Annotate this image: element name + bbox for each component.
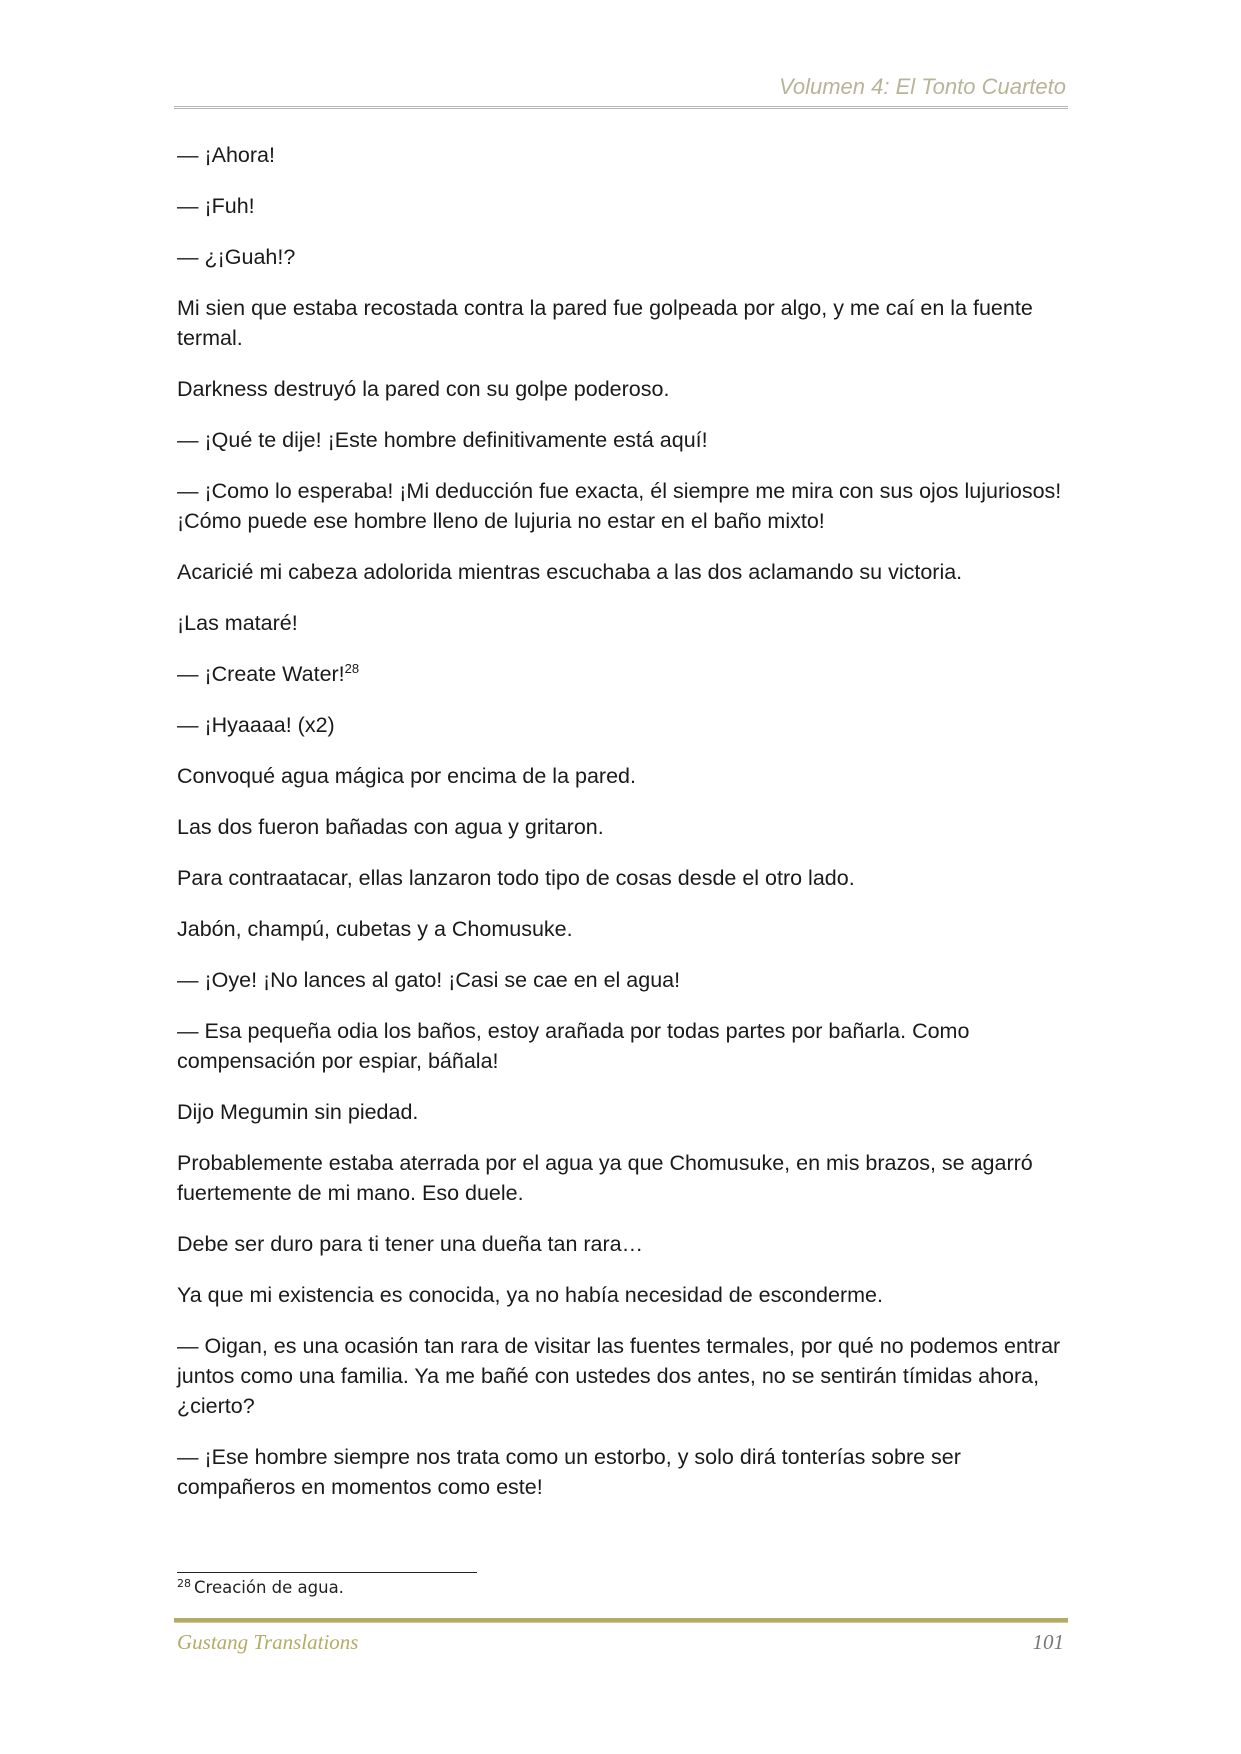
running-title: Volumen 4: El Tonto Cuarteto <box>779 74 1066 99</box>
paragraph: — ¡Fuh! <box>177 194 255 218</box>
footer-credit: Gustang Translations <box>177 1630 359 1654</box>
paragraph: — ¡Hyaaaa! (x2) <box>177 713 335 737</box>
footnote-number: 28 <box>177 1576 191 1590</box>
paragraph: Debe ser duro para ti tener una dueña tan rara… <box>177 1232 644 1256</box>
paragraph: — Oigan, es una ocasión tan rara de visitar las fuentes termales, por qué no podemos entrar juntos como una familia. Ya me bañé con ustedes dos antes, no se sentirán tímidas ahora, ¿cierto? <box>177 1334 1061 1418</box>
paragraph: Darkness destruyó la pared con su golpe poderoso. <box>177 377 670 401</box>
paragraph: — ¡Oye! ¡No lances al gato! ¡Casi se cae en el agua! <box>177 968 681 992</box>
paragraph: — ¿¡Guah!? <box>177 245 296 269</box>
paragraph: Convoqué agua mágica por encima de la pared. <box>177 764 636 788</box>
paragraph: ¡Las mataré! <box>177 611 298 635</box>
paragraph: — Esa pequeña odia los baños, estoy arañada por todas partes por bañarla. Como compensación por espiar, báñala! <box>177 1019 970 1073</box>
footnote-separator <box>177 1572 477 1573</box>
paragraph: Las dos fueron bañadas con agua y gritaron. <box>177 815 604 839</box>
footnote <box>177 1578 344 1597</box>
paragraph: Mi sien que estaba recostada contra la pared fue golpeada por algo, y me caí en la fuente termal. <box>177 296 1033 350</box>
footnote-reference[interactable]: 28 <box>344 660 360 676</box>
paragraph: — ¡Como lo esperaba! ¡Mi deducción fue exacta, él siempre me mira con sus ojos lujuriosos! ¡Cómo puede ese hombre lleno de lujuria no estar en el baño mixto! <box>177 479 1062 533</box>
page-number: 101 <box>1032 1630 1064 1654</box>
page-body <box>177 140 1067 1523</box>
paragraph: Probablemente estaba aterrada por el agua ya que Chomusuke, en mis brazos, se agarró fuertemente de mi mano. Eso duele. <box>177 1151 1033 1205</box>
paragraph: — ¡Qué te dije! ¡Este hombre definitivamente está aquí! <box>177 428 708 452</box>
paragraph: Dijo Megumin sin piedad. <box>177 1100 419 1124</box>
footer-rule <box>174 1618 1068 1623</box>
paragraph: — ¡Ahora! <box>177 143 275 167</box>
page-header <box>174 70 1068 109</box>
paragraph: — ¡Ese hombre siempre nos trata como un estorbo, y solo dirá tonterías sobre ser compañeros en momentos como este! <box>177 1445 961 1499</box>
paragraph: Jabón, champú, cubetas y a Chomusuke. <box>177 917 573 941</box>
paragraph-with-footnote <box>177 659 1067 689</box>
paragraph: Para contraatacar, ellas lanzaron todo tipo de cosas desde el otro lado. <box>177 866 855 890</box>
footnote-text: Creación de agua. <box>194 1578 344 1597</box>
paragraph: Ya que mi existencia es conocida, ya no había necesidad de esconderme. <box>177 1283 883 1307</box>
paragraph: Acaricié mi cabeza adolorida mientras escuchaba a las dos aclamando su victoria. <box>177 560 963 584</box>
paragraph-text: — ¡Create Water! <box>177 662 345 686</box>
